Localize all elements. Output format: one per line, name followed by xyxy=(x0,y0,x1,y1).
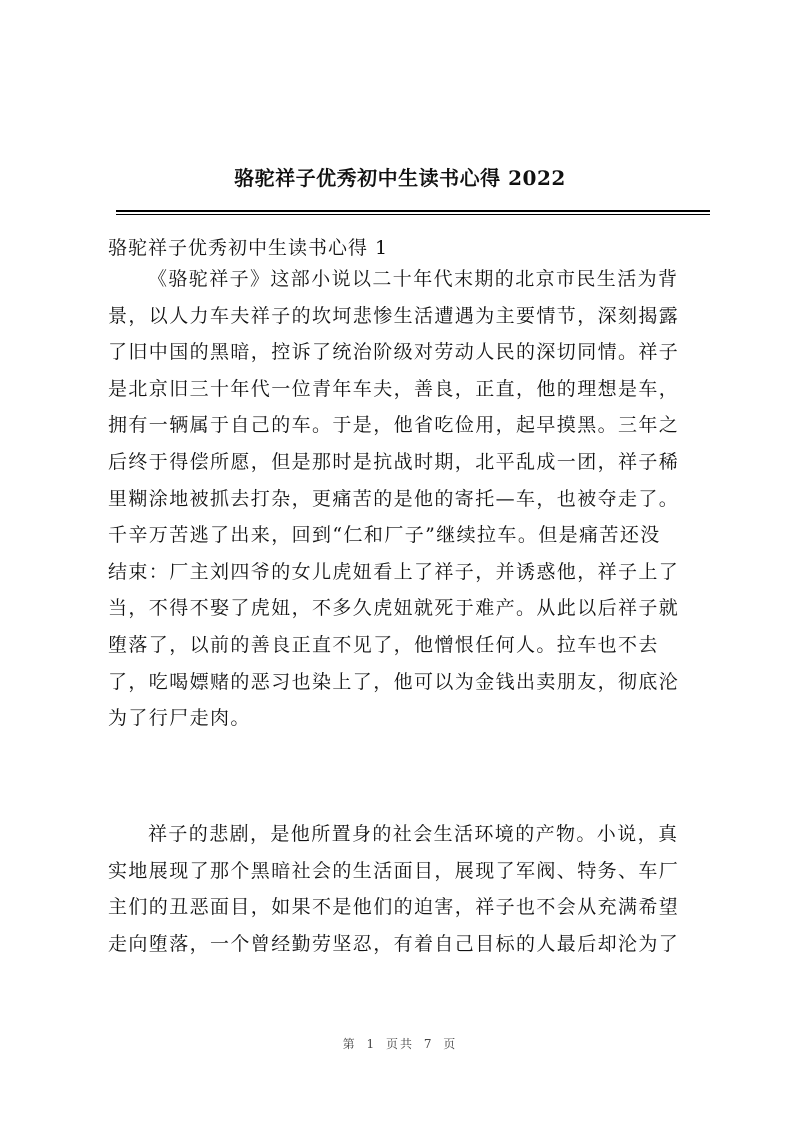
section-heading: 骆驼祥子优秀初中生读书心得 1 xyxy=(108,237,389,259)
paragraph-line: 为了行尸走肉。 xyxy=(108,707,251,730)
paragraph-line: 主们的丑恶面目，如果不是他们的迫害，祥子也不会从充满希望 xyxy=(108,896,680,919)
paragraph-line: 祥子的悲剧，是他所置身的社会生活环境的产物。小说，真 xyxy=(148,823,679,845)
page-label-suffix: 页 xyxy=(443,1037,458,1051)
paragraph-2 xyxy=(108,816,712,962)
paragraph-line: 了旧中国的黑暗，控诉了统治阶级对劳动人民的深切同情。祥子 xyxy=(108,341,680,364)
title-divider-thin xyxy=(116,214,710,215)
page-label-mid: 页共 xyxy=(385,1037,414,1051)
paragraph-line: 是北京旧三十年代一位青年车夫，善良，正直，他的理想是车， xyxy=(108,377,680,400)
paragraph-line: 了，吃喝嫖赌的恶习也染上了，他可以为金钱出卖朋友，彻底沦 xyxy=(108,670,680,693)
page-footer xyxy=(0,1035,800,1052)
paragraph-line: 景，以人力车夫祥子的坎坷悲惨生活遭遇为主要情节，深刻揭露 xyxy=(108,304,680,327)
page-total: 7 xyxy=(423,1037,434,1051)
paragraph-1 xyxy=(108,261,712,737)
paragraph-line: 结束：厂主刘四爷的女儿虎妞看上了祥子，并诱惑他，祥子上了 xyxy=(108,560,680,583)
paragraph-line: 千辛万苦逃了出来，回到“仁和厂子”继续拉车。但是痛苦还没 xyxy=(108,524,661,547)
paragraph-line: 后终于得偿所愿，但是那时是抗战时期，北平乱成一团，祥子稀 xyxy=(108,450,680,473)
paragraph-line: 《骆驼祥子》这部小说以二十年代末期的北京市民生活为背 xyxy=(148,268,679,290)
paragraph-line: 走向堕落，一个曾经勤劳坚忍，有着自己目标的人最后却沦为了 xyxy=(108,932,680,955)
paragraph-line: 里糊涂地被抓去打杂，更痛苦的是他的寄托—车，也被夺走了。 xyxy=(108,487,680,510)
paragraph-line: 拥有一辆属于自己的车。于是，他省吃俭用，起早摸黑。三年之 xyxy=(108,414,680,437)
paragraph-line: 堕落了，以前的善良正直不见了，他憎恨任何人。拉车也不去 xyxy=(108,633,659,656)
page-current: 1 xyxy=(366,1037,377,1051)
document-title: 骆驼祥子优秀初中生读书心得 2022 xyxy=(234,166,566,190)
page-label-prefix: 第 xyxy=(342,1037,357,1051)
paragraph-line: 当，不得不娶了虎妞，不多久虎妞就死于难产。从此以后祥子就 xyxy=(108,597,680,620)
paragraph-line: 实地展现了那个黑暗社会的生活面目，展现了军阀、特务、车厂 xyxy=(108,859,680,882)
title-divider-thick xyxy=(116,210,710,212)
